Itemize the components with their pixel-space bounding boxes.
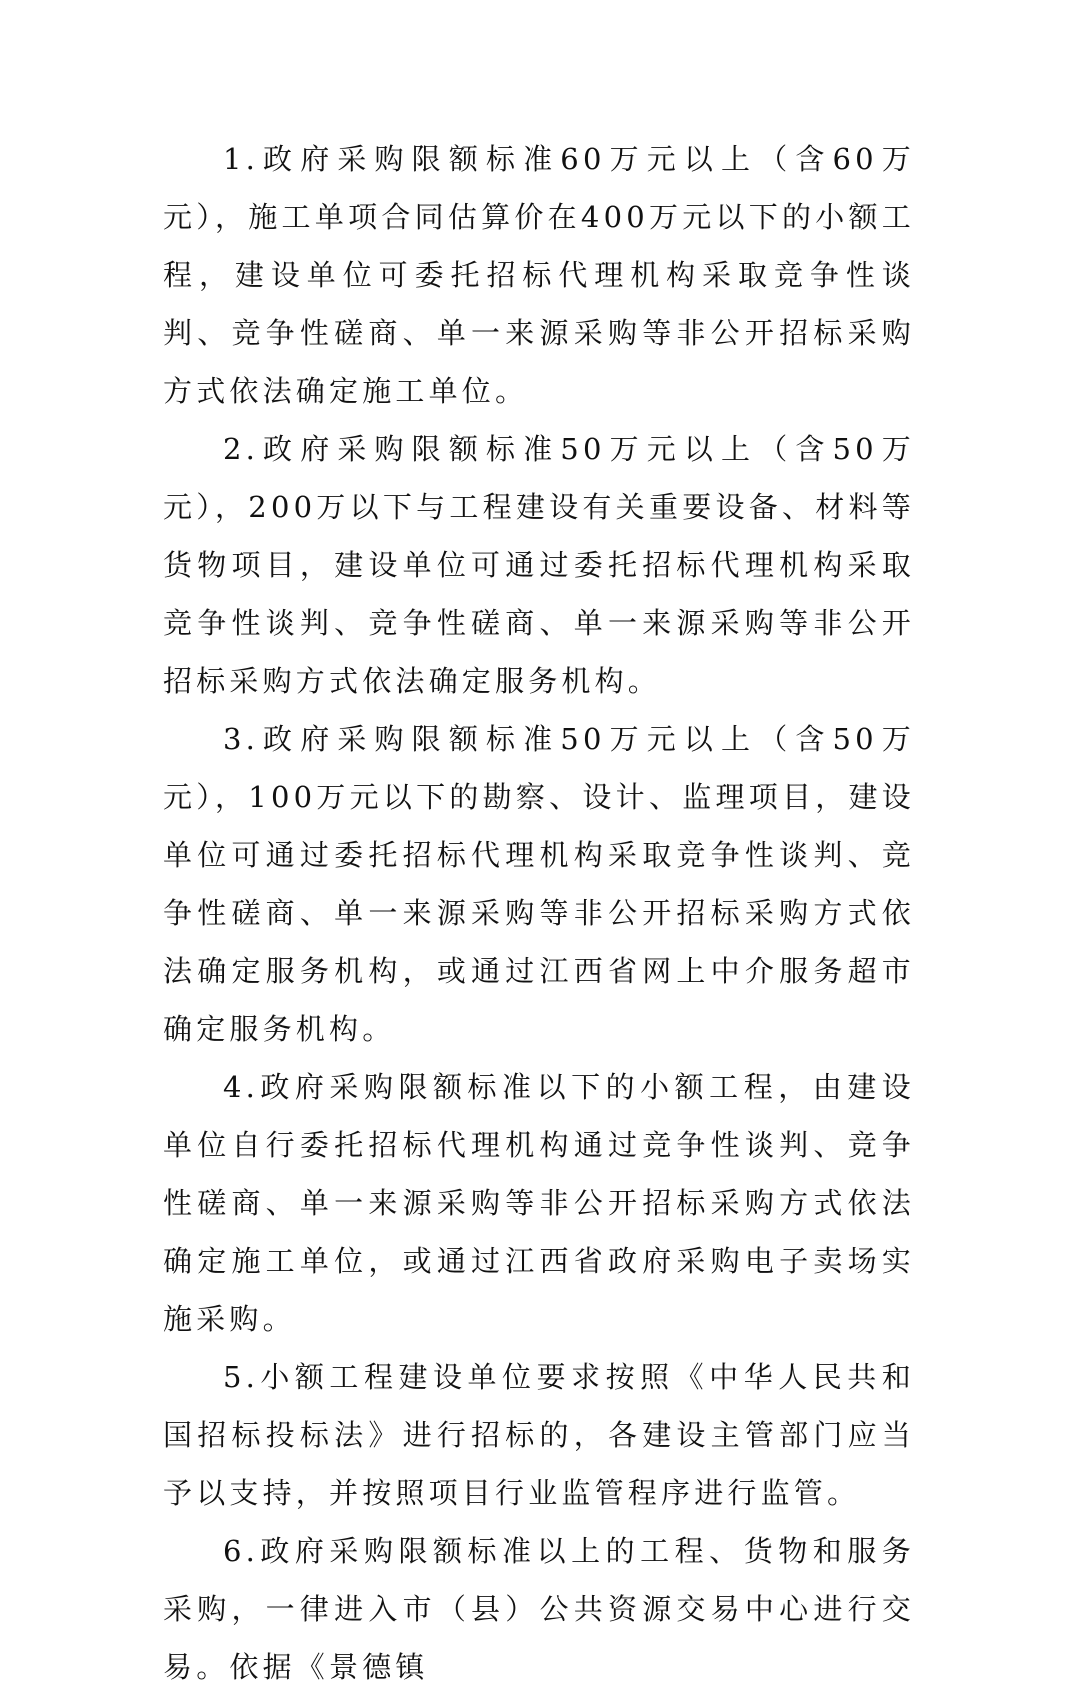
paragraph-5: 5.小额工程建设单位要求按照《中华人民共和国招标投标法》进行招标的，各建设主管部门应当予以支持，并按照项目行业监管程序进行监管。 <box>163 1360 915 1510</box>
paragraph-1: 1.政府采购限额标准60万元以上（含60万元），施工单项合同估算价在400万元以下的小额工程，建设单位可委托招标代理机构采取竞争性谈判、竞争性磋商、单一来源采购等非公开招标采购方式依法确定施工单位。 <box>163 142 915 408</box>
paragraph-2: 2.政府采购限额标准50万元以上（含50万元），200万以下与工程建设有关重要设备、材料等货物项目，建设单位可通过委托招标代理机构采取竞争性谈判、竞争性磋商、单一来源采购等非公开招标采购方式依法确定服务机构。 <box>163 432 915 698</box>
document-body <box>163 130 915 1696</box>
paragraph-6: 6.政府采购限额标准以上的工程、货物和服务采购，一律进入市（县）公共资源交易中心进行交易。依据《景德镇 <box>163 1534 915 1684</box>
paragraph-3: 3.政府采购限额标准50万元以上（含50万元），100万元以下的勘察、设计、监理项目，建设单位可通过委托招标代理机构采取竞争性谈判、竞争性磋商、单一来源采购等非公开招标采购方式依法确定服务机构，或通过江西省网上中介服务超市确定服务机构。 <box>163 722 915 1046</box>
paragraph-4: 4.政府采购限额标准以下的小额工程，由建设单位自行委托招标代理机构通过竞争性谈判、竞争性磋商、单一来源采购等非公开招标采购方式依法确定施工单位，或通过江西省政府采购电子卖场实施采购。 <box>163 1070 915 1336</box>
